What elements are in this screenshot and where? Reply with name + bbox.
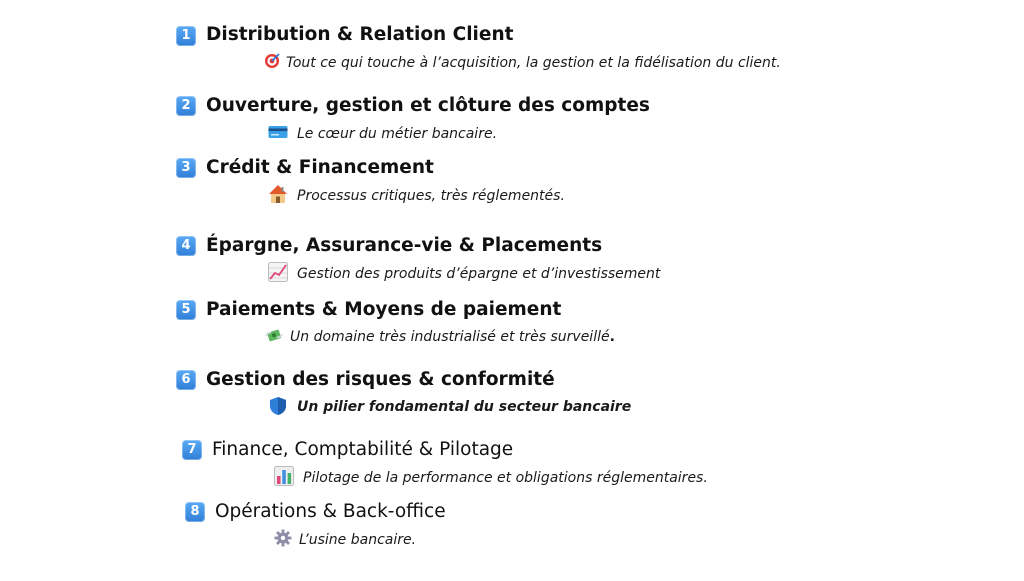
number-badge: 3 xyxy=(176,158,196,178)
section-title: Ouverture, gestion et clôture des comptes xyxy=(206,95,650,116)
shield-icon xyxy=(268,396,288,416)
section-title: Gestion des risques & conformité xyxy=(206,369,555,390)
description-period: . xyxy=(609,329,615,345)
section-description: L’usine bancaire. xyxy=(299,532,417,548)
list-item xyxy=(0,299,1024,359)
list-item xyxy=(0,24,1024,84)
list-item xyxy=(0,501,1024,561)
section-title: Opérations & Back-office xyxy=(215,501,446,522)
section-title: Distribution & Relation Client xyxy=(206,24,514,45)
section-description: Pilotage de la performance et obligations réglementaires. xyxy=(303,470,708,486)
section-title: Crédit & Financement xyxy=(206,157,434,178)
number-badge: 1 xyxy=(176,26,196,46)
section-title: Finance, Comptabilité & Pilotage xyxy=(212,439,514,460)
number-badge: 5 xyxy=(176,300,196,320)
list-item xyxy=(0,439,1024,499)
number-badge: 7 xyxy=(182,440,202,460)
gear-icon xyxy=(273,529,293,549)
number-badge: 6 xyxy=(176,370,196,390)
section-title: Paiements & Moyens de paiement xyxy=(206,299,562,320)
section-description xyxy=(290,327,615,347)
section-description: Le cœur du métier bancaire. xyxy=(297,126,498,142)
section-description: Gestion des produits d’épargne et d’investissement xyxy=(297,266,661,282)
target-icon xyxy=(262,53,282,73)
house-icon xyxy=(268,184,288,204)
section-title: Épargne, Assurance-vie & Placements xyxy=(206,235,603,256)
list-item xyxy=(0,235,1024,295)
section-description: Processus critiques, très réglementés. xyxy=(297,188,565,204)
bar-chart-icon xyxy=(274,466,294,486)
list-item xyxy=(0,157,1024,217)
list-item xyxy=(0,369,1024,429)
description-text: Un domaine très industrialisé et très surveillé xyxy=(290,329,610,345)
credit-card-icon xyxy=(268,124,288,144)
section-description: Tout ce qui touche à l’acquisition, la gestion et la fidélisation du client. xyxy=(286,55,781,71)
chart-increasing-icon xyxy=(268,262,288,282)
number-badge: 4 xyxy=(176,236,196,256)
list-item xyxy=(0,95,1024,155)
money-wings-icon xyxy=(264,327,284,347)
number-badge: 8 xyxy=(185,502,205,522)
section-description: Un pilier fondamental du secteur bancaire xyxy=(297,399,632,415)
number-badge: 2 xyxy=(176,96,196,116)
